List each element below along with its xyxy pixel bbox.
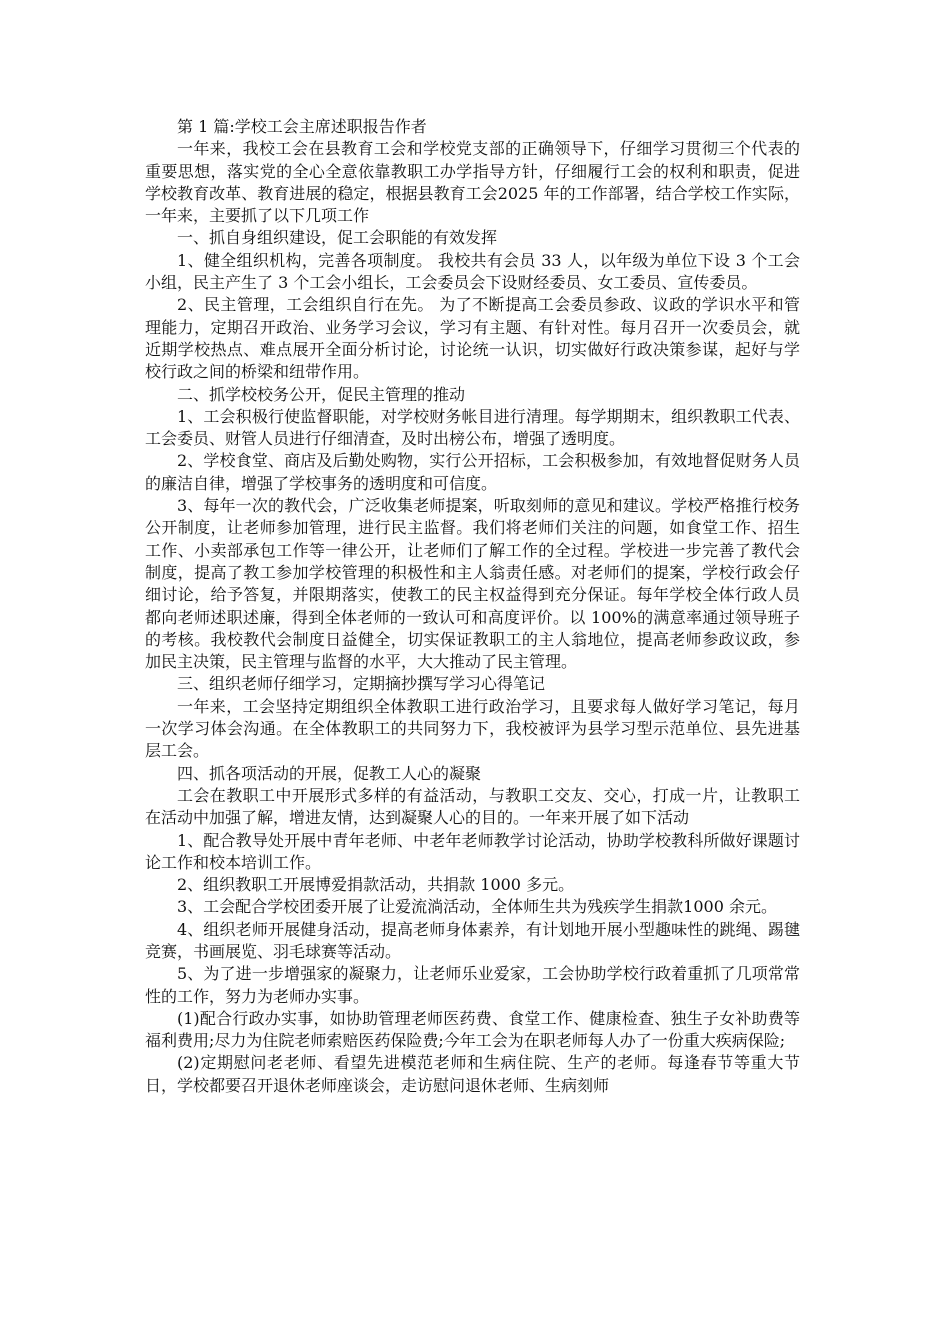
paragraph: (1)配合行政办实事，如协助管理老师医药费、食堂工作、健康检查、独生子女补助费等福利费用;尽力为住院老师索赔医药保险费;今年工会为在职老师每人办了一份重大疾病保险; bbox=[145, 1008, 800, 1051]
paragraph: 4、组织老师开展健身活动，提高老师身体素养，有计划地开展小型趣味性的跳绳、踢毽竞赛，书画展览、羽毛球赛等活动。 bbox=[145, 919, 800, 961]
paragraph: 5、为了进一步增强家的凝聚力，让老师乐业爱家，工会协助学校行政着重抓了几项常常性的工作，努力为老师办实事。 bbox=[145, 964, 800, 1006]
paragraph: 1、工会积极行使监督职能，对学校财务帐目进行清理。每学期期末，组织教职工代表、工会委员、财管人员进行仔细清查，及时出榜公布，增强了透明度。 bbox=[145, 406, 800, 449]
paragraph: 2、组织教职工开展博爱捐款活动，共捐款 1000 多元。 bbox=[177, 875, 575, 895]
section-heading-1: 一、抓自身组织建设，促工会职能的有效发挥 bbox=[177, 228, 498, 248]
document-body bbox=[145, 116, 800, 1097]
paragraph: 1、配合教导处开展中青年老师、中老年老师教学讨论活动，协助学校教科所做好课题讨论工作和校本培训工作。 bbox=[145, 830, 800, 872]
paragraph: 2、民主管理，工会组织自行在先。 为了不断提高工会委员参政、议政的学识水平和管理能力，定期召开政治、业务学习会议，学习有主题、有针对性。每月召开一次委员会，就近期学校热点、难点展开全面分析讨论，讨论统一认识，切实做好行政决策参谋，起好与学校行政之间的桥梁和纽带作用。 bbox=[145, 295, 800, 382]
paragraph: 工会在教职工中开展形式多样的有益活动，与教职工交友、交心，打成一片，让教职工在活动中加强了解，增进友情，达到凝聚人心的目的。一年来开展了如下活动 bbox=[145, 785, 800, 828]
paragraph: 1、健全组织机构，完善各项制度。 我校共有会员 33 人，以年级为单位下设 3 个工会小组，民主产生了 3 个工会小组长，工会委员会下设财经委员、女工委员、宣传委员。 bbox=[145, 250, 800, 293]
paragraph-intro: 一年来，我校工会在县教育工会和学校党支部的正确领导下，仔细学习贯彻三个代表的重要思想，落实党的全心全意依靠教职工办学指导方针，仔细履行工会的权利和职责，促进学校教育改革、教育进展的稳定，根据县教育工会2025 年的工作部署，结合学校工作实际，一年来，主要抓了以下几项工作 bbox=[145, 139, 800, 226]
paragraph: 3、工会配合学校团委开展了让爱流淌活动，全体师生共为残疾学生捐款1000 余元。 bbox=[177, 897, 777, 917]
paragraph: 3、每年一次的教代会，广泛收集老师提案，听取刻师的意见和建议。学校严格推行校务公开制度，让老师参加管理，进行民主监督。我们将老师们关注的问题，如食堂工作、招生工作、小卖部承包工作等一律公开，让老师们了解工作的全过程。学校进一步完善了教代会制度，提高了教工参加学校管理的积极性和主人翁责任感。对老师们的提案，学校行政会仔细讨论，给予答复，并限期落实，使教工的民主权益得到充分保证。每年学校全体行政人员都向老师述职述廉，得到全体老师的一致认可和高度评价。以 100%的满意率通过领导班子的考核。我校教代会制度日益健全，切实保证教职工的主人翁地位，提高老师参政议政，参加民主决策，民主管理与监督的水平，大大推动了民主管理。 bbox=[145, 496, 800, 672]
document-title: 第 1 篇:学校工会主席述职报告作者 bbox=[177, 117, 427, 136]
paragraph: (2)定期慰问老老师、看望先进模范老师和生病住院、生产的老师。每逢春节等重大节日，学校都要召开退休老师座谈会，走访慰问退休老师、生病刻师 bbox=[145, 1053, 800, 1095]
paragraph: 2、学校食堂、商店及后勤处购物，实行公开招标，工会积极参加，有效地督促财务人员的廉洁自律，增强了学校事务的透明度和可信度。 bbox=[145, 451, 800, 493]
section-heading-2: 二、抓学校校务公开，促民主管理的推动 bbox=[177, 384, 466, 404]
paragraph: 一年来，工会坚持定期组织全体教职工进行政治学习，且要求每人做好学习笔记，每月一次学习体会沟通。在全体教职工的共同努力下，我校被评为县学习型示范单位、县先进基层工会。 bbox=[145, 696, 800, 761]
section-heading-3: 三、组织老师仔细学习，定期摘抄撰写学习心得笔记 bbox=[177, 674, 546, 694]
section-heading-4: 四、抓各项活动的开展，促教工人心的凝聚 bbox=[177, 763, 482, 783]
